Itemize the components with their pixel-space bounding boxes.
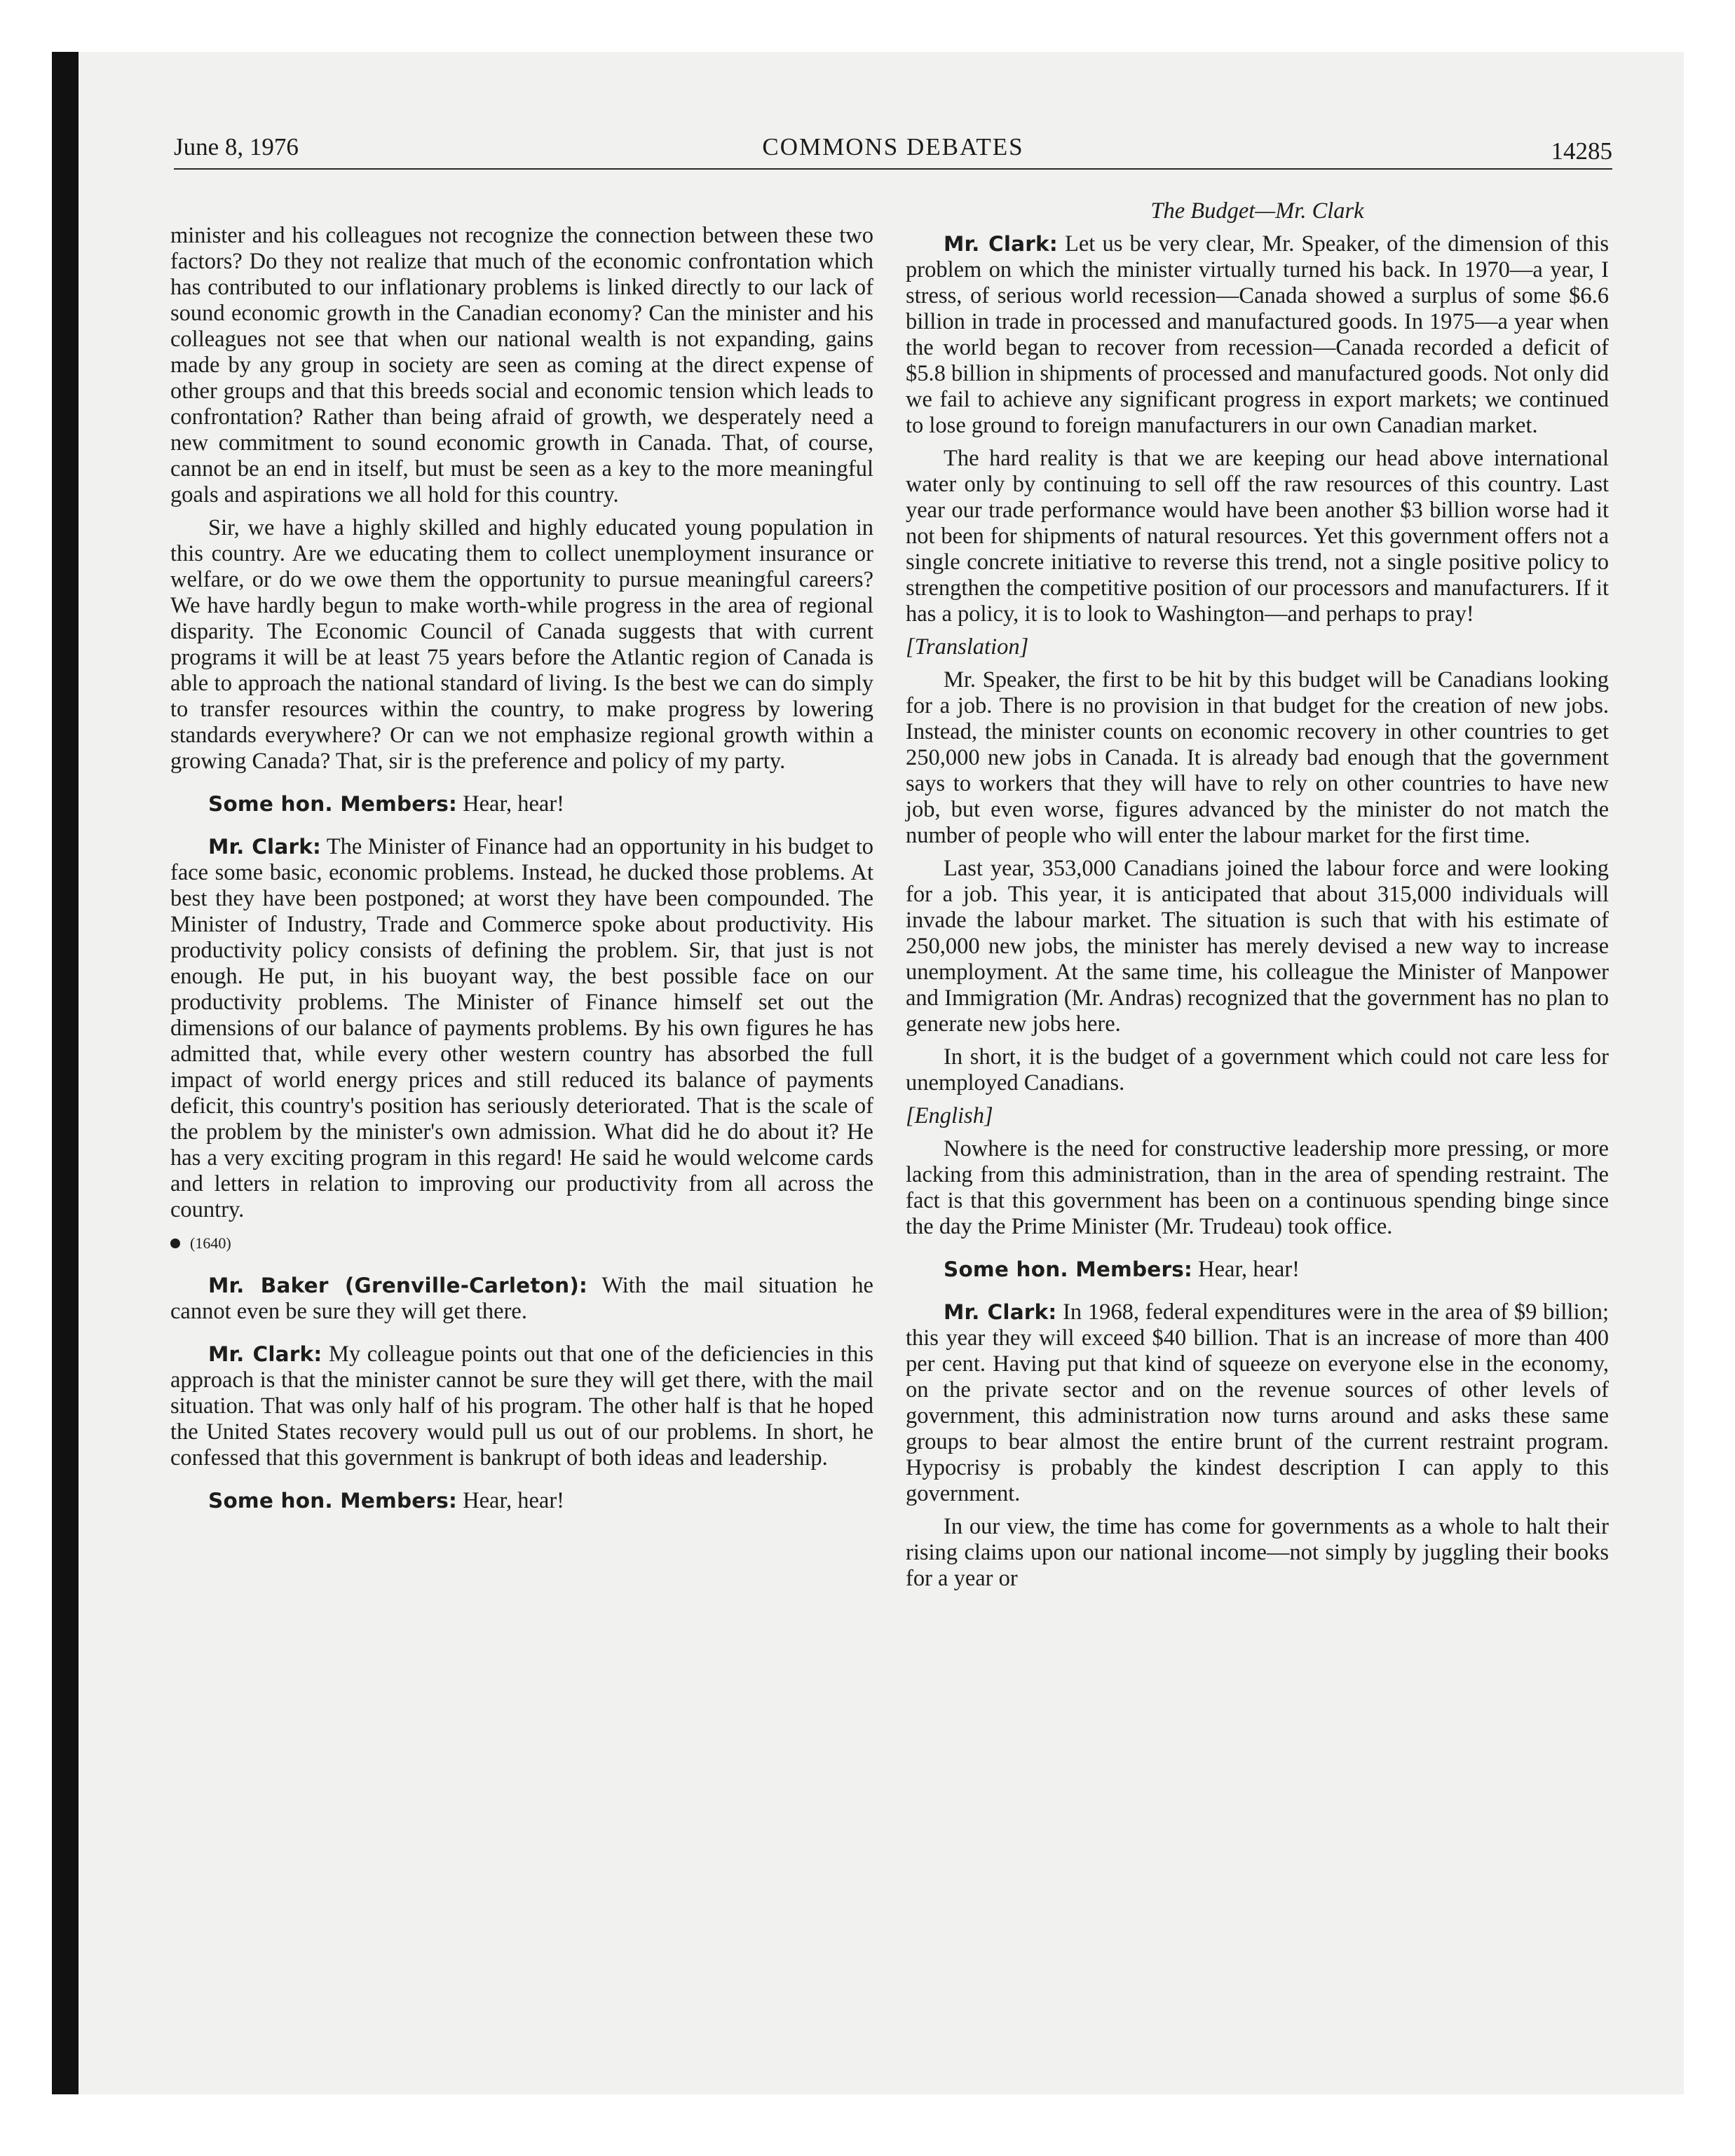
paragraph: Last year, 353,000 Canadians joined the labour force and were looking for a job. This year, it is anticipated that about 315,000 individuals will invade the labour market. The situation is such that with his estimate of 250,000 new jobs, the minister has merely devised a new way to increase unemployment. At the same time, his colleague the Minister of Manpower and Immigration (Mr. Andras) recognized that the government has no plan to generate new jobs here.	[906, 856, 1609, 1037]
paragraph: Sir, we have a highly skilled and highly educated young population in this country. Are we educating them to collect unemployment insurance or welfare, or do we owe them the opportunity to pursue meaningful careers? We have hardly begun to make worth-while progress in the area of regional disparity. The Economic Council of Canada suggests that with current programs it will be at least 75 years before the Atlantic region of Canada is able to approach the national standard of living. Is the best we can do simply to transfer resources within the country, to make progress by lowering standards everywhere? Or can we not emphasize regional growth within a growing Canada? That, sir is the preference and policy of my party.	[170, 515, 873, 774]
left-column	[170, 223, 873, 1521]
scan-binding-edge	[52, 52, 79, 2094]
right-column	[906, 198, 1609, 1599]
page-header	[174, 133, 1612, 168]
speech	[906, 1257, 1609, 1283]
running-title: The Budget—Mr. Clark	[1150, 198, 1364, 224]
speech-text: In 1968, federal expenditures were in the area of $9 billion; this year they will exceed $40 billion. That is an increase of more than 400 per cent. Having put that kind of squeeze on everyone else in the economy, on the private sector and on the revenue sources of other levels of government, this administration now turns around and asks these same groups to bear almost the entire brunt of the current restraint program. Hypocrisy is probably the kindest description I can apply to this government.	[906, 1299, 1610, 1506]
speaker-name: Mr. Clark:	[944, 232, 1058, 256]
speech	[906, 231, 1609, 439]
speech-text: Hear, hear!	[1198, 1257, 1300, 1282]
paragraph: Nowhere is the need for constructive leadership more pressing, or more lacking from this administration, than in the area of spending restraint. The fact is that this government has been on a continuous spending binge since the day the Prime Minister (Mr. Trudeau) took office.	[906, 1136, 1609, 1239]
speech-text: Let us be very clear, Mr. Speaker, of the dimension of this problem on which the minister virtually turned his back. In 1970—a year, I stress, of serious world recession—Canada showed a surplus of some $6.6 billion in trade in processed and manufactured goods. In 1975—a year when the world began to recover from recession—Canada recorded a deficit of $5.8 billion in shipments of processed and manufactured goods. Not only did we fail to achieve any significant progress in export markets; we continued to lose ground to foreign manufacturers in our own Canadian market.	[906, 231, 1609, 438]
speech	[170, 791, 873, 817]
header-rule	[174, 168, 1612, 170]
speech-text: With the mail situation he cannot even be sure they will get there.	[170, 1273, 873, 1324]
paragraph: minister and his colleagues not recognize the connection between these two factors? Do they not realize that much of the economic confrontation which has contributed to our inflationary problems is linked directly to our lack of sound economic growth in the Canadian economy? Can the minister and his colleagues not see that when our national wealth is not expanding, gains made by any group in society are seen as coming at the direct expense of other groups and that this breeds social and economic tension which leads to confrontation? Rather than being afraid of growth, we desperately need a new commitment to sound economic growth in Canada. That, of course, cannot be an end in itself, but must be seen as a key to the more meaningful goals and aspirations we all hold for this country.	[170, 223, 873, 507]
paragraph: Mr. Speaker, the first to be hit by this budget will be Canadians looking for a job. There is no provision in that budget for the creation of new jobs. Instead, the minister counts on economic recovery in other countries to get 250,000 new jobs in Canada. It is already bad enough that the government says to workers that they will have to rely on other countries to have new job, but even worse, figures advanced by the minister do not match the number of people who will enter the labour market for the first time.	[906, 667, 1609, 848]
speech	[906, 1299, 1609, 1507]
time-marker-text: (1640)	[190, 1234, 231, 1252]
header-page-number: 14285	[1551, 137, 1612, 165]
speaker-name: Mr. Baker (Grenville-Carleton):	[208, 1274, 588, 1297]
paragraph: The hard reality is that we are keeping our head above international water only by continuing to sell off the raw resources of this country. Last year our trade performance would have been another $3 billion worse had it not been for shipments of natural resources. Yet this government offers not a single concrete initiative to reverse this trend, not a single positive policy to strengthen the competitive position of our processors and manufacturers. If it has a policy, it is to look to Washington—and perhaps to pray!	[906, 446, 1609, 627]
header-title: COMMONS DEBATES	[762, 133, 1024, 161]
speech-text: Hear, hear!	[463, 1488, 564, 1513]
header-date: June 8, 1976	[174, 133, 299, 161]
speaker-name: Mr. Clark:	[208, 1342, 322, 1366]
paragraph: In our view, the time has come for governments as a whole to halt their rising claims upon our national income—not simply by juggling their books for a year or	[906, 1514, 1609, 1591]
paragraph: In short, it is the budget of a government which could not care less for unemployed Canadians.	[906, 1044, 1609, 1096]
speech	[170, 1273, 873, 1325]
speech-text: Hear, hear!	[463, 791, 564, 817]
speaker-name: Mr. Clark:	[208, 835, 322, 859]
speech	[170, 834, 873, 1223]
time-marker	[170, 1230, 873, 1256]
speech-text: The Minister of Finance had an opportunity in his budget to face some basic, economic problems. Instead, he ducked those problems. At best they have been postponed; at worst they have been compounded. The Minister of Industry, Trade and Commerce spoke about productivity. His productivity policy consists of defining the problem. Sir, that just is not enough. He put, in his buoyant way, the best possible face on our productivity problems. The Minister of Finance himself set out the dimensions of our balance of payments problems. By his own figures he has admitted that, while every other western country has absorbed the full impact of world energy prices and still reduced its balance of payments deficit, this country's position has seriously deteriorated. That is the scale of the problem by the minister's own admission. What did he do about it? He has a very exciting program in this regard! He said he would welcome cards and letters in relation to improving our productivity from all across the country.	[170, 834, 873, 1222]
speech	[170, 1342, 873, 1471]
speech-text: My colleague points out that one of the deficiencies in this approach is that the minister cannot be sure they will get there, with the mail situation. That was only half of his program. The other half is that he hoped the United States recovery would pull us out of our problems. In short, he confessed that this government is bankrupt of both ideas and leadership.	[170, 1342, 873, 1471]
speech	[170, 1488, 873, 1514]
speaker-name: Some hon. Members:	[944, 1257, 1193, 1281]
language-label: [English]	[906, 1103, 993, 1128]
speaker-name: Mr. Clark:	[944, 1300, 1057, 1324]
language-label: [Translation]	[906, 634, 1029, 660]
bullet-icon	[170, 1239, 180, 1248]
speaker-name: Some hon. Members:	[208, 792, 458, 816]
speaker-name: Some hon. Members:	[208, 1489, 458, 1513]
